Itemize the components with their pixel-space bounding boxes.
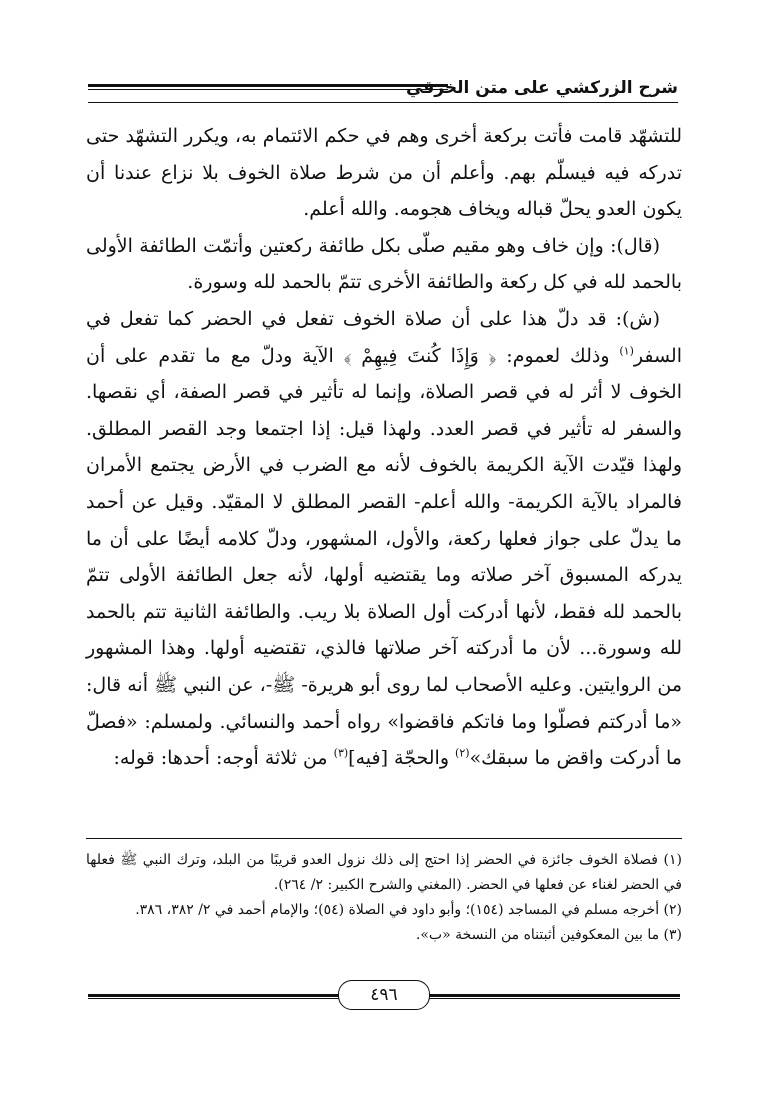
footnote-2: (٢) أخرجه مسلم في المساجد (١٥٤)؛ وأبو داود في الصلاة (٥٤)؛ والإمام أحمد في ٢/ ٣٨٢، ٣٨٦. [135,902,682,918]
header-rule-bottom [88,102,678,103]
header-rule [88,84,448,90]
page-footer [88,980,680,1010]
footnote-ref-1: (١) [619,344,634,358]
paragraph-3-part-d: من ثلاثة أوجه: أحدها: قوله: [113,747,334,770]
paragraph-3-part-b: وذلك لعموم: ﴿ وَإِذَا كُنتَ فِيهِمْ ﴾ الآية ودلّ مع ما تقدم على أن الخوف لا أثر له في قصر الصلاة، وإنما له تأثير في قصر الصفة، أي نقصها. والسفر له تأثير في قصر العدد. ولهذا قيل: إذا اجتمعا وجد القصر المطلق. ولهذا قيّدت الآية الكريمة بالخوف لأنه مع الضرب في الأرض يجتمع الأمران فالمراد بالآية الكريمة- والله أعلم- القصر المطلق لا المقيّد. وقيل عن أحمد ما يدلّ على جواز فعلها ركعة، والأول، المشهور، ودلّ كلامه أيضًا على أن ما يدركه المسبوق آخر صلاته وما يقتضيه أولها، لأنه جعل الطائفة الأولى تتمّ بالحمد لله فقط، لأنها أدركت أول الصلاة بلا ريب. والطائفة الثانية تتم بالحمد لله وسورة... لأن ما أدركته آخر صلاتها فالذي، تقتضيه أولها. وهذا المشهور من الروايتين. وعليه الأصحاب لما روى أبو هريرة- ﷺ-، عن النبي ﷺ أنه قال: «ما أدركتم فصلّوا وما فاتكم فاقضوا» رواه أحمد والنسائي. ولمسلم: «فصلّ ما أدركت واقض ما سبقك» [86,344,682,770]
footnote-ref-2: (٢) [455,746,470,760]
footnote-3: (٣) ما بين المعكوفين أثبتناه من النسخة «ب». [415,927,682,943]
paragraph-3-part-a: (ش): قد دلّ هذا على أن صلاة الخوف تفعل في الحضر كما تفعل في السفر [86,307,682,367]
footnotes [86,848,682,948]
page-number: ٤٩٦ [338,980,430,1010]
paragraph-3 [86,301,682,777]
main-text [86,118,682,777]
footnote-ref-3: (٣) [333,746,349,760]
paragraph-2: (قال): وإن خاف وهو مقيم صلّى بكل طائفة ركعتين وأتمّت الطائفة الأولى بالحمد لله في كل ركعة والطائفة الأخرى تتمّ بالحمد لله وسورة. [86,234,682,294]
paragraph-1: للتشهّد قامت فأتت بركعة أخرى وهم في حكم الائتمام به، ويكرر التشهّد حتى تدركه فيه فيسلّم بهم. وأعلم أن من شرط صلاة الخوف بلا نزاع عندنا أن يكون العدو يحلّ قباله ويخاف هجومه. والله أعلم. [86,125,682,221]
paragraph-3-part-c: والحجّة [فيه] [348,747,456,770]
header-title: شرح الزركشي على متن الخرقي [405,78,678,98]
running-header [88,78,678,100]
footnote-divider [86,838,682,839]
footnote-1: (١) فصلاة الخوف جائزة في الحضر إذا احتج إلى ذلك نزول العدو قريبًا من البلد، وترك النبي ﷺ فعلها في الحضر لغناء عن فعلها في الحضر. (المغني والشرح الكبير: ٢/ ٢٦٤). [86,852,682,893]
